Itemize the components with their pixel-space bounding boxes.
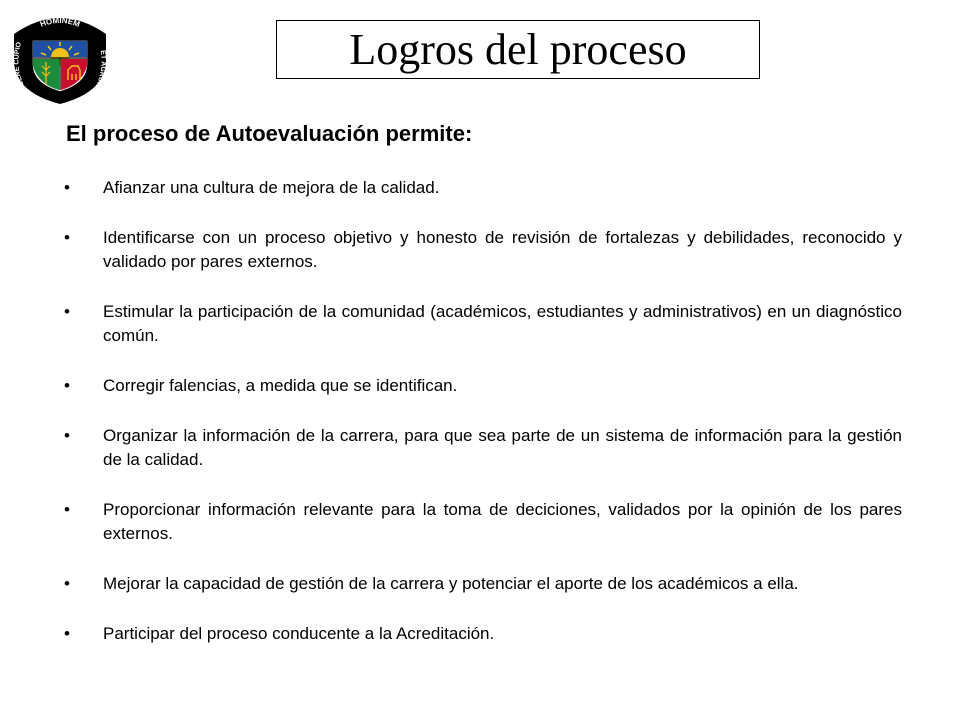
bullet-item <box>64 176 902 200</box>
slide-subtitle: El proceso de Autoevaluación permite: <box>66 121 473 146</box>
bullet-icon: • <box>64 376 70 395</box>
bullet-item <box>64 226 902 274</box>
bullet-icon: • <box>64 500 70 519</box>
bullet-text: Identificarse con un proceso objetivo y honesto de revisión de fortalezas y debilidades, reconocido y validado por pares externos. <box>103 228 902 271</box>
bullet-item <box>64 572 902 596</box>
university-crest-logo <box>8 10 112 106</box>
bullet-icon: • <box>64 574 70 593</box>
bullet-text: Corregir falencias, a medida que se identifican. <box>103 376 458 395</box>
bullet-text: Participar del proceso conducente a la Acreditación. <box>103 624 495 643</box>
bullet-text: Estimular la participación de la comunidad (académicos, estudiantes y administrativos) en un diagnóstico común. <box>103 302 902 345</box>
bullet-text: Afianzar una cultura de mejora de la calidad. <box>103 178 440 197</box>
bullet-text: Proporcionar información relevante para la toma de deciciones, validados por la opinión de los pares externos. <box>103 500 902 543</box>
crest-motto-left: COLERE CUPIO <box>13 41 31 97</box>
bullet-item <box>64 300 902 348</box>
bullet-text: Organizar la información de la carrera, para que sea parte de un sistema de información para la gestión de la calidad. <box>103 426 902 469</box>
bullet-list <box>64 176 902 646</box>
bullet-item <box>64 498 902 546</box>
bullet-text: Mejorar la capacidad de gestión de la carrera y potenciar el aporte de los académicos a ella. <box>103 574 799 593</box>
bullet-icon: • <box>64 426 70 445</box>
bullet-icon: • <box>64 228 70 247</box>
bullet-icon: • <box>64 624 70 643</box>
crest-motto-right: ET AGRUM <box>93 49 107 89</box>
bullet-item <box>64 374 902 398</box>
bullet-item <box>64 622 902 646</box>
slide-title: Logros del proceso <box>349 24 687 74</box>
bullet-item <box>64 424 902 472</box>
title-box <box>276 20 760 79</box>
crest-motto-top: HOMINEM <box>38 15 82 29</box>
bullet-icon: • <box>64 302 70 321</box>
bullet-icon: • <box>64 178 70 197</box>
crest-icon <box>8 10 112 106</box>
